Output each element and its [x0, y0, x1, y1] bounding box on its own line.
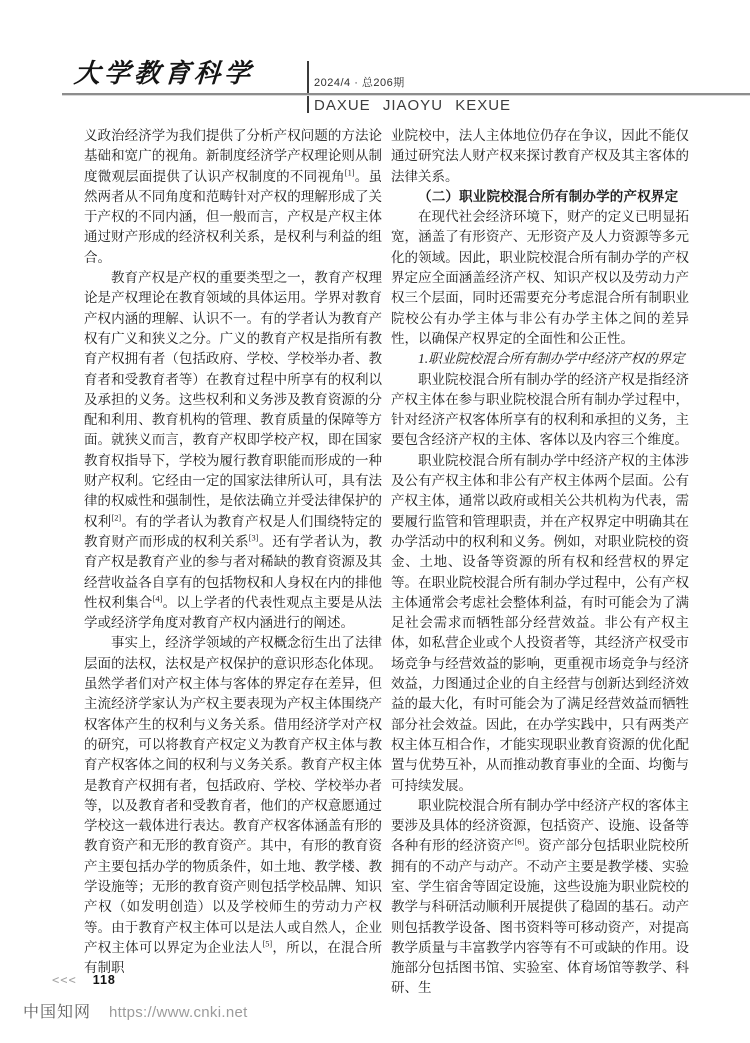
- paragraph: 在现代社会经济环境下，财产的定义已明显拓宽，涵盖了有形资产、无形资产及人力资源等多元化的领域。因此，职业院校混合所有制办学的产权界定应全面涵盖经济产权、知识产权以及劳动力产权三个层面，同时还需要充分考虑混合所有制职业院校公有办学主体与非公有办学主体之间的差异性，以确保产权界定的全面性和公正性。: [391, 209, 689, 346]
- paragraph: 义政治经济学为我们提供了分析产权问题的方法论基础和宽广的视角。新制度经济学产权理论则从制度微观层面提供了认识产权制度的不同视角[1]。虽然两者从不同角度和范畴针对产权的理解形成了关于产权的不同内涵，但一般而言，产权是产权主体通过财产形成的经济权利关系，是权利与利益的组合。: [84, 128, 382, 265]
- paragraph: 职业院校混合所有制办学中经济产权的客体主要涉及具体的经济资源，包括资产、设施、设备等各种有形的经济资产[6]。资产部分包括职业院校所拥有的不动产与动产。不动产主要是教学楼、实验室、学生宿舍等固定设施，这些设施为职业院校的教学与科研活动顺利开展提供了稳固的基石。动产则包括教学设备、图书资料等可移动资产，对提高教学质量与丰富教学内容等有不可或缺的作用。设施部分包括图书馆、实验室、体育场馆等教学、科研、生: [391, 797, 690, 996]
- subsection-heading: 1.职业院校混合所有制办学中经济产权的界定: [418, 351, 685, 367]
- paragraph: 业院校中，法人主体地位仍存在争议，因此不能仅通过研究法人财产权来探讨教育产权及其主客体的法律关系。: [391, 128, 689, 184]
- page-footer: [52, 971, 116, 987]
- paragraph: 职业院校混合所有制办学中经济产权的主体涉及公有产权主体和非公有产权主体两个层面。公有产权主体，通常以政府或相关公共机构为代表，需要履行监管和管理职责，并在产权界定中明确其在办学活动中的权利和义务。例如，对职业院校的资金、土地、设备等资源的所有权和经营权的界定等。在职业院校混合所有制办学过程中，公有产权主体通常会考虑社会整体利益，有时可能会为了满足社会需求而牺牲部分经营效益。非公有产权主体，如私营企业或个人投资者等，其经济产权受市场竞争与经营效益的影响，更重视市场竞争与经济效益，力图通过企业的自主经营与创新达到经济效益的最大化，有时可能会为了满足经营效益而牺牲部分社会效益。因此，在办学实践中，只有两类产权主体互相合作，才能实现职业教育资源的优化配置与优势互补，从而推动教育事业的全面、均衡与可持续发展。: [391, 452, 689, 793]
- cnki-site-name: 中国知网: [23, 1004, 92, 1021]
- back-chevrons-icon: <<<: [52, 973, 77, 987]
- right-column: [391, 126, 689, 999]
- left-column: [84, 126, 382, 978]
- journal-logo-calligraphy: 大学教育科学: [72, 59, 256, 89]
- cnki-site-url: https://www.cnki.net: [109, 1004, 248, 1021]
- paragraph: 教育产权是产权的重要类型之一，教育产权理论是产权理论在教育领域的具体运用。学界对教育产权内涵的理解、认识不一。有的学者认为教育产权有广义和狭义之分。广义的教育产权是指所有教育产权拥有者（包括政府、学校、学校举办者、教育者和受教育者等）在教育过程中所享有的权利以及承担的义务。这些权利和义务涉及教育资源的分配和利用、教育机构的管理、教育质量的保障等方面。就狭义而言，教育产权即学校产权，即在国家教育权指导下，学校为履行教育职能而形成的一种财产权利。它经由一定的国家法律所认可，具有法律的权威性和强制性，是依法确立并受法律保护的权利[2]。有的学者认为教育产权是人们围绕特定的教育财产而形成的权利关系[3]。还有学者认为，教育产权是教育产业的参与者对稀缺的教育资源及其经营收益各自享有的包括物权和人身权在内的排他性权利集合[4]。以上学者的代表性观点主要是从法学或经济学角度对教育产权内涵进行的阐述。: [84, 270, 383, 631]
- issue-info: 2024/4 · 总206期: [314, 77, 405, 89]
- paragraph: 职业院校混合所有制办学的经济产权是指经济产权主体在参与职业院校混合所有制办学过程中，针对经济产权客体所享有的权利和承担的义务，主要包含经济产权的主体、客体以及内容三个维度。: [391, 371, 689, 448]
- section-heading: （二）职业院校混合所有制办学的产权界定: [418, 188, 679, 204]
- page-number: 118: [92, 973, 116, 987]
- header-rule: [62, 93, 750, 95]
- paragraph: 事实上，经济学领域的产权概念衍生出了法律层面的法权，法权是产权保护的意识形态化体现。虽然学者们对产权主体与客体的界定存在差异，但主流经济学家认为产权主要表现为产权主体围绕产权客体产生的权利与义务关系。借用经济学对产权的研究，可以将教育产权定义为教育产权主体与教育产权客体之间的权利与义务关系。教育产权主体是教育产权拥有者，包括政府、学校、学校举办者等，以及教育者和受教育者，他们的产权意愿通过学校这一载体进行表达。教育产权客体涵盖有形的教育资产和无形的教育资产。其中，有形的教育资产主要包括办学的物质条件，如土地、教学楼、教学设施等；无形的教育资产则包括学校品牌、知识产权（如发明创造）以及学校师生的劳动力产权等。由于教育产权主体可以是法人或自然人，企业产权主体可以界定为企业法人[5]，所以，在混合所有制职: [84, 635, 383, 976]
- header-vertical-divider: [307, 61, 309, 113]
- journal-title-pinyin: DAXUE JIAOYU KEXUE: [314, 97, 512, 114]
- cnki-watermark: [23, 999, 248, 1022]
